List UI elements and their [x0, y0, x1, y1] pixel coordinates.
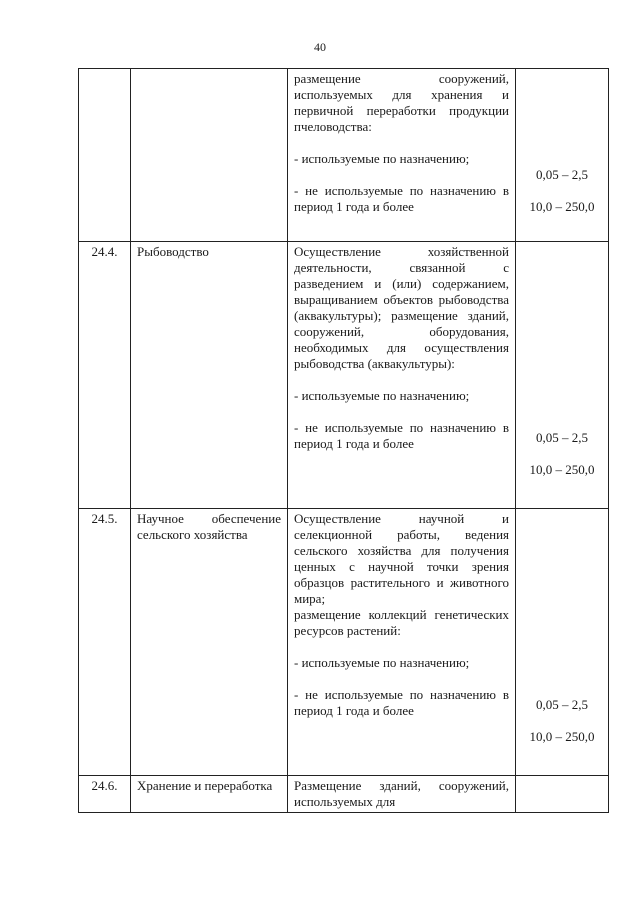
value-not-used: 10,0 – 250,0	[529, 199, 595, 214]
row-number-cell	[79, 69, 131, 242]
row-description-cell	[288, 242, 516, 509]
row-number-cell: 24.4.	[79, 242, 131, 509]
option-not-used: - не используемые по назначению в период 1 года и более	[294, 420, 509, 451]
row-description-cell	[288, 776, 516, 813]
table-row	[79, 509, 609, 776]
row-value-cell	[516, 242, 609, 509]
row-description-cell	[288, 69, 516, 242]
description-text: размещение коллекций генетических ресурсов растений:	[294, 607, 509, 638]
land-use-table	[78, 68, 609, 813]
row-number-cell: 24.6.	[79, 776, 131, 813]
option-used: - используемые по назначению;	[294, 655, 470, 670]
table-row	[79, 69, 609, 242]
page-number: 40	[314, 40, 326, 54]
value-not-used: 10,0 – 250,0	[529, 462, 595, 477]
option-not-used: - не используемые по назначению в период 1 года и более	[294, 183, 509, 214]
row-name-cell	[131, 69, 288, 242]
description-text: Осуществление научной и селекционной работы, ведения сельского хозяйства для получения ценных с научной точки зрения образцов растительного и животного мира;	[294, 511, 509, 606]
description-text: Размещение зданий, сооружений, используемых для	[294, 778, 509, 809]
row-name-cell: Научное обеспечение сельского хозяйства	[131, 509, 288, 776]
row-value-cell	[516, 776, 609, 813]
value-used: 0,05 – 2,5	[536, 430, 588, 445]
value-used: 0,05 – 2,5	[536, 697, 588, 712]
row-description-cell	[288, 509, 516, 776]
table-row	[79, 776, 609, 813]
value-used: 0,05 – 2,5	[536, 167, 588, 182]
value-not-used: 10,0 – 250,0	[529, 729, 595, 744]
description-text: Осуществление хозяйственной деятельности, связанной с разведением и (или) содержанием, выращиванием объектов рыбоводства (аквакультуры); размещение зданий, сооружений, оборудования, необходимых для осуществления рыбоводства (аквакультуры):	[294, 244, 509, 371]
option-used: - используемые по назначению;	[294, 388, 470, 403]
row-name-cell: Рыбоводство	[131, 242, 288, 509]
row-value-cell	[516, 69, 609, 242]
option-not-used: - не используемые по назначению в период 1 года и более	[294, 687, 509, 718]
table-row	[79, 242, 609, 509]
option-used: - используемые по назначению;	[294, 151, 470, 166]
row-number-cell: 24.5.	[79, 509, 131, 776]
description-text: размещение сооружений, используемых для хранения и первичной переработки продукции пчеловодства:	[294, 71, 509, 134]
row-value-cell	[516, 509, 609, 776]
row-name-cell: Хранение и переработка	[131, 776, 288, 813]
